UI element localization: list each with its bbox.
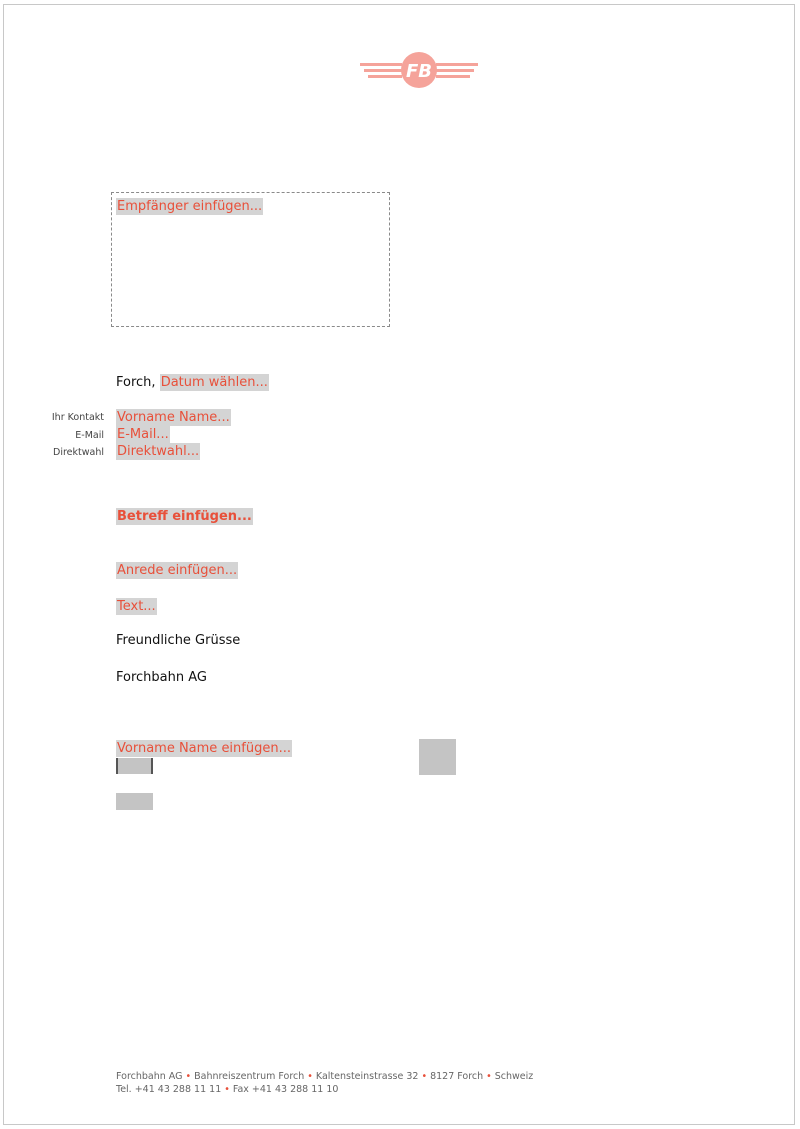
svg-text:FB: FB	[405, 61, 433, 82]
closing-company: Forchbahn AG	[116, 670, 207, 685]
phone-label: Direktwahl	[53, 447, 104, 458]
signature-image-placeholder[interactable]	[419, 739, 456, 775]
email-label: E-Mail	[75, 430, 104, 441]
footer-separator: •	[307, 1071, 313, 1082]
footer-city: 8127 Forch	[430, 1071, 484, 1082]
footer-company: Forchbahn AG	[116, 1071, 183, 1082]
footer-center: Bahnreiszentrum Forch	[194, 1071, 305, 1082]
forchbahn-logo	[360, 52, 478, 90]
footer-street: Kaltensteinstrasse 32	[315, 1071, 419, 1082]
footer-country: Schweiz	[494, 1071, 534, 1082]
phone-placeholder[interactable]: Direktwahl...	[117, 444, 200, 459]
footer-phone-line	[116, 1084, 338, 1095]
email-placeholder[interactable]: E-Mail...	[117, 427, 169, 442]
signature-field-bracket[interactable]	[116, 758, 153, 774]
footer-fax: Fax +41 43 288 11 10	[232, 1084, 339, 1095]
signature-name-placeholder[interactable]: Vorname Name einfügen...	[117, 741, 291, 756]
footer-separator: •	[185, 1071, 192, 1082]
contact-name-placeholder[interactable]: Vorname Name...	[117, 410, 230, 425]
contact-label: Ihr Kontakt	[51, 412, 104, 423]
body-text-placeholder[interactable]: Text...	[117, 599, 156, 614]
signature-title-placeholder[interactable]	[116, 793, 153, 810]
place-text: Forch,	[116, 375, 156, 390]
date-picker-placeholder[interactable]: Datum wählen...	[160, 375, 268, 390]
footer-separator: •	[224, 1084, 230, 1095]
footer-tel: Tel. +41 43 288 11 11	[116, 1084, 222, 1095]
closing-greeting: Freundliche Grüsse	[116, 633, 241, 648]
footer-separator: •	[486, 1071, 492, 1082]
subject-placeholder[interactable]: Betreff einfügen...	[117, 509, 252, 524]
footer-separator: •	[421, 1071, 428, 1082]
salutation-placeholder[interactable]: Anrede einfügen...	[117, 563, 238, 578]
recipient-placeholder[interactable]: Empfänger einfügen...	[117, 199, 263, 214]
footer-address-line	[116, 1071, 533, 1082]
date-line	[116, 374, 269, 391]
